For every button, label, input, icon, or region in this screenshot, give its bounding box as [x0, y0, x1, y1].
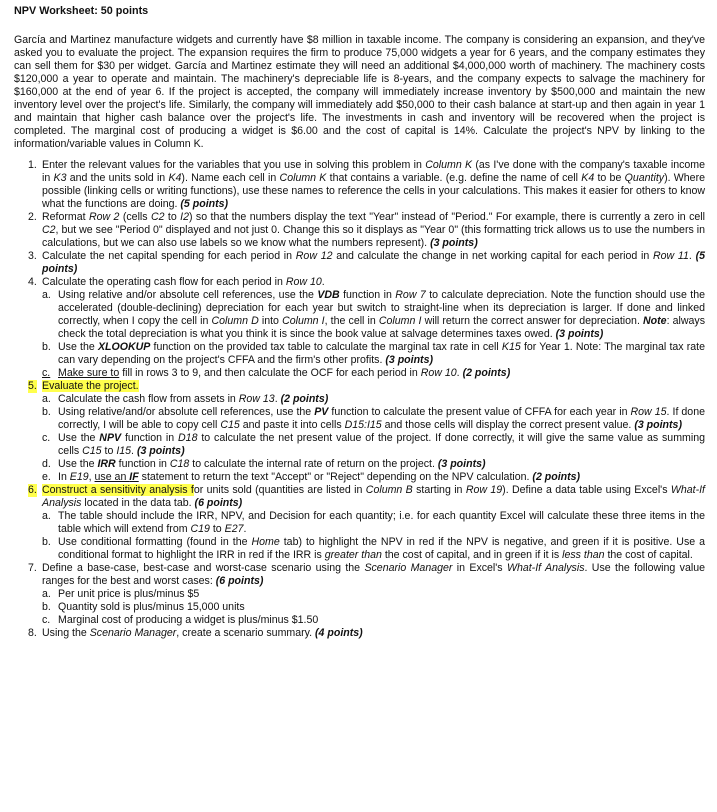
instruction-7a: a. Per unit price is plus/minus $5 [42, 588, 200, 600]
instruction-4a: a. Using relative and/or absolute cell references, use the VDB function in Row 7 to calculate depreciation. Note the function should use the accelerated (double-declining) depreciation for each year but switch to straight-line when its depreciation is larger. If done and linked correctly, when I copy the cell in Column D into Column I, the cell in Column I will return the correct answer for depreciation. Note: always check the total depreciation is what you think it is since the book value at salvage determines taxes owed. (3 points) [42, 289, 706, 340]
instruction-5: 5. Evaluate the project. [28, 380, 139, 392]
instruction-4: 4. Calculate the operating cash flow for each period in Row 10. [28, 276, 325, 288]
instruction-5b: b. Using relative/and/or absolute cell references, use the PV function to calculate the present value of CFFA for each year in Row 15. If done correctly, I will be able to copy cell C15 and paste it into cells D15:I15 and those cells will display the correct present value. (3 points) [42, 406, 705, 431]
instruction-1: 1. Enter the relevant values for the variables that you use in solving this problem in Column K (as I've done with the company's taxable income in K3 and the units sold in K4). Name each cell in Column K that contains a variable. (e.g. define the name of cell K4 to be Quantity). Where possible (linking cells or writing functions), use these names to reference the cells in your calculations. This makes it easier for others to know what the functions are doing. (5 points) [28, 159, 705, 210]
instruction-5c: c. Use the NPV function in D18 to calculate the net present value of the project. If done correctly, it will give the same value as summing cells C15 to I15. (3 points) [42, 432, 705, 457]
instruction-6: 6. Construct a sensitivity analysis for units sold (quantities are listed in Column B starting in Row 19). Define a data table using Excel's What-If Analysis located in the data tab. (6 points) [28, 484, 705, 509]
instruction-5d: d. Use the IRR function in C18 to calculate the internal rate of return on the project. (3 points) [42, 458, 486, 470]
instruction-4b: b. Use the XLOOKUP function on the provided tax table to calculate the marginal tax rate in cell K15 for Year 1. Note: The marginal tax rate can vary depending on the project's CFFA and the firm's other profits. (3 points) [42, 341, 706, 366]
instruction-6b: b. Use conditional formatting (found in the Home tab) to highlight the NPV in red if the NPV is negative, and green if it is positive. Use a conditional format to highlight the IRR in red if the IRR is greater than the cost of capital, and in green if it is less than the cost of capital. [42, 536, 706, 561]
instruction-7: 7. Define a base-case, best-case and worst-case scenario using the Scenario Manager in Excel's What-If Analysis. Use the following value ranges for the best and worst cases: (6 points) [28, 562, 705, 587]
instruction-4c: c. Make sure to fill in rows 3 to 9, and then calculate the OCF for each period in Row 10. (2 points) [42, 367, 511, 379]
instruction-8: 8. Using the Scenario Manager, create a scenario summary. (4 points) [28, 627, 363, 639]
instruction-5e: e. In E19, use an IF statement to return the text "Accept" or "Reject" depending on the NPV calculation. (2 points) [42, 471, 581, 483]
instruction-2: 2. Reformat Row 2 (cells C2 to I2) so that the numbers display the text "Year" instead of "Period." For example, there is currently a zero in cell C2, but we see "Period 0" displayed and not just 0. Change this so it displays as "Year 0" (this formatting trick allows us to use the numbers in calculations, but we can also use labels so we know what the numbers represent). (3 points) [28, 211, 705, 249]
highlighted-sensitivity: Construct a sensitivity analysis f [42, 484, 194, 496]
instruction-6a: a. The table should include the IRR, NPV, and Decision for each quantity; i.e. for each quantity Excel will calculate these three items in the table which will extend from C19 to E27. [42, 510, 705, 535]
instruction-5a: a. Calculate the cash flow from assets in Row 13. (2 points) [42, 393, 329, 405]
instruction-7b: b. Quantity sold is plus/minus 15,000 units [42, 601, 245, 613]
instruction-7c: c. Marginal cost of producing a widget is plus/minus $1.50 [42, 614, 319, 626]
instruction-3: 3. Calculate the net capital spending for each period in Row 12 and calculate the change in net working capital for each period in Row 11. (5 points) [28, 250, 705, 275]
problem-description: García and Martinez manufacture widgets and currently have $8 million in taxable income. The company is considering an expansion, and they've asked you to evaluate the project. The expansion requires the firm to produce 75,000 widgets a year for 6 years, and the company estimates they can sell them for $30 per widget. García and Martinez estimate they will need an additional $4,000,000 worth of machinery. The machinery costs $120,000 a year to operate and maintain. The machinery's depreciable life is 8-years, and the company expects to salvage the machinery for $160,000 at the end of year 6. If the project is accepted, the company will immediately increase inventory by $500,000 and maintain the new inventory level over the project's life. Similarly, the company will immediately add $50,000 to their cash balance at start-up and then again in year 1 and maintain that higher cash balance over the project's life. The investments in cash and inventory will be recovered when the project is completed. The marginal cost of producing a widget is $6.00 and the cost of capital is 14%. Calculate the project's NPV by linking to the information/variable values in Column K. [14, 34, 705, 150]
worksheet-title: NPV Worksheet: 50 points [14, 5, 149, 17]
highlighted-evaluate: Evaluate the project. [42, 380, 139, 392]
